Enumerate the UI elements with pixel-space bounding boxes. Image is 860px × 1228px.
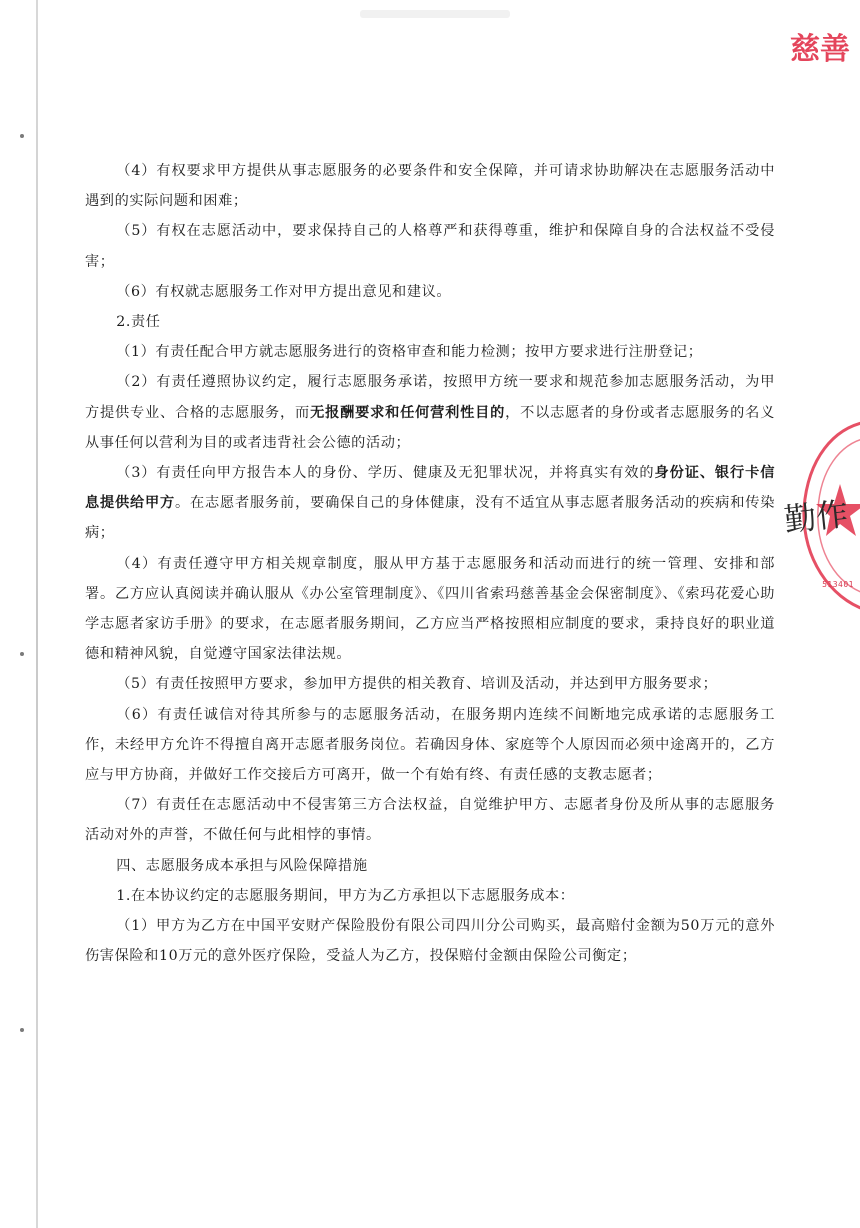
- paragraph: [85, 216, 775, 276]
- paragraph: [85, 337, 775, 367]
- text-run: （4）有权要求甲方提供从事志愿服务的必要条件和安全保障，并可请求协助解决在志愿服务活动中遇到的实际问题和困难；: [85, 163, 775, 210]
- text-run: 四、志愿服务成本承担与风险保障措施: [116, 857, 368, 874]
- binding-mark: [20, 1028, 24, 1032]
- binding-line: [36, 0, 38, 1228]
- bold-text: 无报酬要求和任何营利性目的: [310, 404, 506, 421]
- paragraph: [85, 851, 775, 881]
- bold-text: 身份证、银行卡信息提供给甲方: [85, 465, 775, 512]
- document-body: [85, 156, 775, 971]
- handwritten-signature: 勤作: [782, 494, 851, 540]
- binding-mark: [20, 134, 24, 138]
- paragraph: [85, 367, 775, 458]
- text-run: 。在志愿者服务前，要确保自己的身体健康，没有不适宜从事志愿者服务活动的疾病和传染病；: [85, 495, 775, 542]
- scan-artifact: [360, 10, 510, 18]
- text-run: （3）有责任向甲方报告本人的身份、学历、健康及无犯罪状况，并将真实有效的: [116, 465, 655, 482]
- paragraph: [85, 458, 775, 549]
- text-run: ，不以志愿者的身份或者志愿服务的名义从事任何以营利为目的或者违背社会公德的活动；: [85, 404, 775, 451]
- text-run: （7）有责任在志愿活动中不侵害第三方合法权益，自觉维护甲方、志愿者身份及所从事的志愿服务活动对外的声誉，不做任何与此相悖的事情。: [85, 797, 775, 844]
- text-run: 1.在本协议约定的志愿服务期间，甲方为乙方承担以下志愿服务成本：: [116, 887, 575, 904]
- paragraph: [85, 790, 775, 850]
- paragraph: [85, 277, 775, 307]
- paragraph: [85, 307, 775, 337]
- paragraph: [85, 669, 775, 699]
- paragraph: [85, 549, 775, 670]
- text-run: （2）有责任遵照协议约定，履行志愿服务承诺，按照甲方统一要求和规范参加志愿服务活动，为甲方提供专业、合格的志愿服务，而: [85, 374, 775, 421]
- text-run: （5）有责任按照甲方要求，参加甲方提供的相关教育、培训及活动，并达到甲方服务要求；: [116, 676, 718, 693]
- seal-code: 513401: [822, 580, 854, 589]
- text-run: （1）有责任配合甲方就志愿服务进行的资格审查和能力检测；按甲方要求进行注册登记；: [116, 344, 703, 361]
- paragraph: [85, 700, 775, 791]
- text-run: （6）有权就志愿服务工作对甲方提出意见和建议。: [116, 283, 452, 300]
- paragraph: [85, 156, 775, 216]
- text-run: （4）有责任遵守甲方相关规章制度，服从甲方基于志愿服务和活动而进行的统一管理、安排和部署。乙方应认真阅读并确认服从《办公室管理制度》、《四川省索玛慈善基金会保密制度》、《索玛花爱心助学志愿者家访手册》的要求，在志愿者服务期间，乙方应当严格按照相应制度的要求，秉持良好的职业道德和精神风貌，自觉遵守国家法律法规。: [85, 555, 775, 663]
- text-run: （5）有权在志愿活动中，要求保持自己的人格尊严和获得尊重，维护和保障自身的合法权益不受侵害；: [85, 223, 775, 270]
- text-run: 2.责任: [116, 314, 161, 331]
- paragraph: [85, 911, 775, 971]
- text-run: （6）有责任诚信对待其所参与的志愿服务活动，在服务期内连续不间断地完成承诺的志愿服务工作，未经甲方允许不得擅自离开志愿者服务岗位。若确因身体、家庭等个人原因而必须中途离开的，乙方应与甲方协商，并做好工作交接后方可离开，做一个有始有终、有责任感的支教志愿者；: [85, 706, 775, 784]
- seal-text: 慈善: [790, 32, 850, 67]
- binding-mark: [20, 652, 24, 656]
- text-run: （1）甲方为乙方在中国平安财产保险股份有限公司四川分公司购买，最高赔付金额为50万元的意外伤害保险和10万元的意外医疗保险，受益人为乙方，投保赔付金额由保险公司衡定；: [85, 918, 775, 965]
- paragraph: [85, 881, 775, 911]
